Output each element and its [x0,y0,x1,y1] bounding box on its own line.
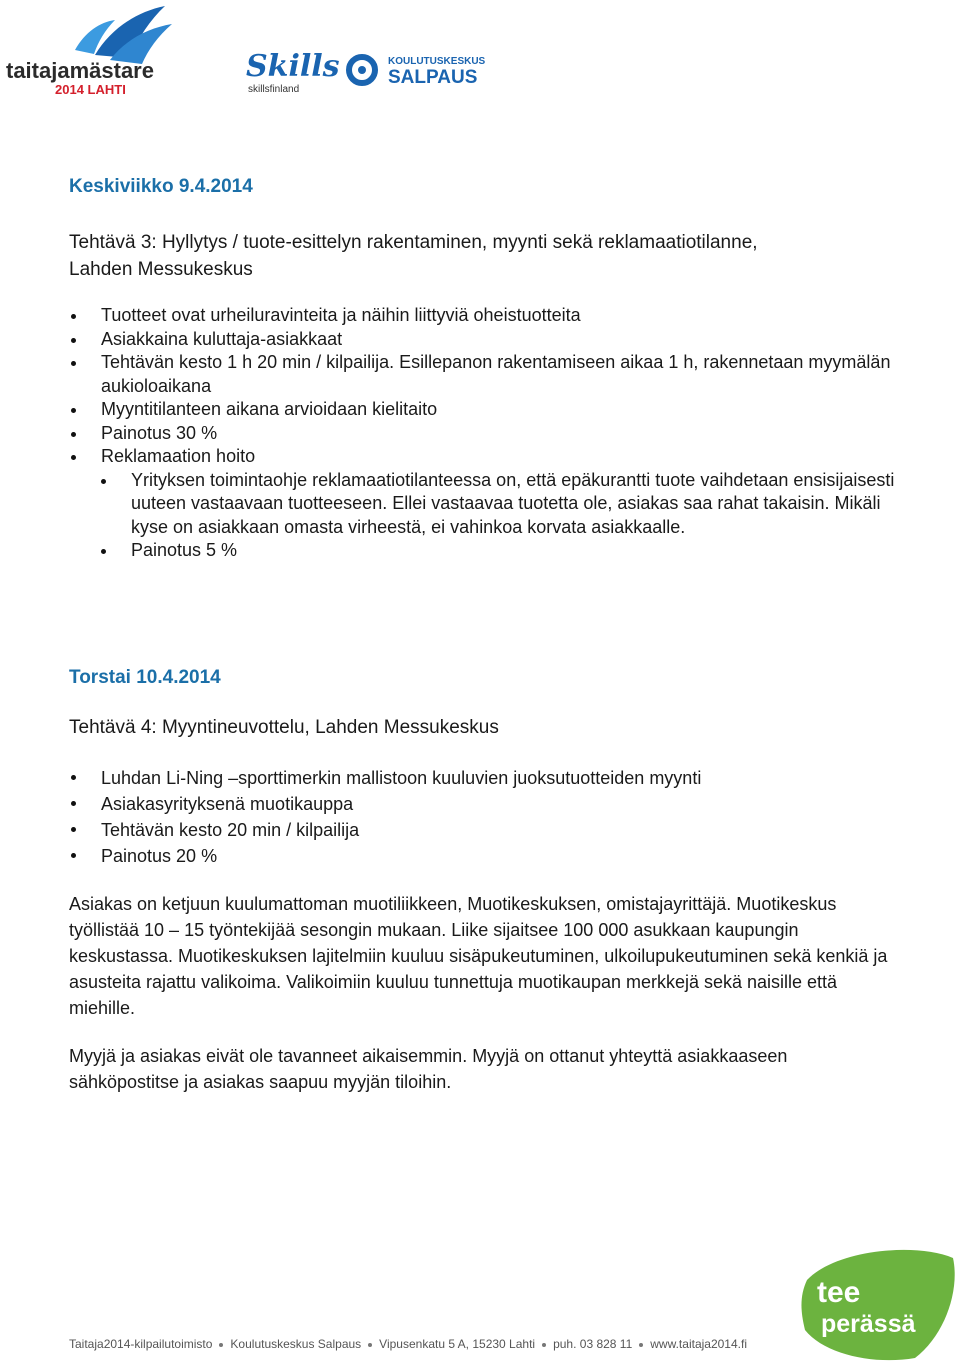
taitaja-year: 2014 LAHTI [55,82,126,97]
list-item: Asiakasyrityksenä muotikauppa [69,791,899,817]
header-logos [0,0,960,110]
day1-date: Keskiviikko 9.4.2014 [69,176,253,197]
bullet-dot-icon [368,1343,372,1347]
salpaus-main: SALPAUS [388,67,478,88]
list-item: Reklamaation hoito [69,445,899,469]
sub-list-item: Yrityksen toimintaohje reklamaatiotilanteessa on, että epäkurantti tuote vaihdetaan ensisijaisesti uuteen vastaavaan tuotteeseen. Ellei vastaavaa tuotetta ole, asiakas saa rahat takaisin. Mikäli kyse on asiakkaan omasta virheestä, ei vahinkoa korvata asiakkaalle. [99,469,899,540]
list-item: Asiakkaina kuluttaja-asiakkaat [69,328,899,352]
skills-sub: skillsfinland [248,84,300,95]
list-item: Luhdan Li-Ning –sporttimerkin mallistoon kuuluvien juoksutuotteiden myynti [69,765,899,791]
taitaja-logo [6,6,172,97]
salpaus-top: KOULUTUSKESKUS [388,56,486,67]
perassa-text: perässä [821,1310,916,1338]
logos-svg [0,0,960,110]
list-item: Tuotteet ovat urheiluravinteita ja näihin liittyviä oheistuotteita [69,304,899,328]
sub-list-item: Painotus 5 % [99,539,899,563]
list-item: Painotus 20 % [69,843,899,869]
skills-logo [246,49,340,95]
tee-perassa-logo [795,1240,960,1365]
day2-date: Torstai 10.4.2014 [69,667,221,688]
footer-org: Koulutuskeskus Salpaus [230,1337,362,1351]
list-item: Painotus 30 % [69,422,899,446]
bullet-dot-icon [219,1343,223,1347]
day2-bullet-list [69,765,899,869]
day1-task-line1: Tehtävä 3: Hyllytys / tuote-esittelyn rakentaminen, myynti sekä reklamaatiotilanne, [69,232,758,253]
day2-paragraph-2: Myyjä ja asiakas eivät ole tavanneet aikaisemmin. Myyjä on ottanut yhteyttä asiakkaaseen sähköpostitse ja asiakas saapuu myyjän tiloihin. [69,1046,788,1092]
bullet-dot-icon [639,1343,643,1347]
footer [69,1337,747,1351]
footer-website[interactable]: www.taitaja2014.fi [650,1337,747,1351]
salpaus-dot-icon [358,66,366,74]
taitaja-text: taitajamästare [6,58,154,83]
tee-text: tee [817,1276,861,1309]
day1-bullet-list [69,304,899,563]
list-item: Myyntitilanteen aikana arvioidaan kielitaito [69,398,899,422]
list-item: Tehtävän kesto 1 h 20 min / kilpailija. Esillepanon rakentamiseen aikaa 1 h, rakennetaan myymälän aukioloaikana [69,351,899,398]
day2-task: Tehtävä 4: Myyntineuvottelu, Lahden Messukeskus [69,717,499,738]
list-item: Tehtävän kesto 20 min / kilpailija [69,817,899,843]
day2-paragraph-1: Asiakas on ketjuun kuulumattoman muotiliikkeen, Muotikeskuksen, omistajayrittäjä. Muotikeskus työllistää 10 – 15 työntekijää sesongin mukaan. Liike sijaitsee 100 000 asukkaan kaupungin keskustassa. Muotikeskuksen lajitelmiin kuuluu sisäpukeutuminen, ulkoilupukeutuminen sekä kenkiä ja asusteita rajattu valikoima. Valikoimiin kuuluu tunnettuja muotikaupan merkkejä sekä naisille että miehille. [69,894,888,1018]
bullet-dot-icon [542,1343,546,1347]
skills-script: Skills [246,49,340,84]
footer-address: Vipusenkatu 5 A, 15230 Lahti [379,1337,536,1351]
footer-phone: puh. 03 828 11 [553,1337,633,1351]
salpaus-logo [349,56,486,88]
day1-task-line2: Lahden Messukeskus [69,259,253,280]
footer-office: Taitaja2014-kilpailutoimisto [69,1337,213,1351]
